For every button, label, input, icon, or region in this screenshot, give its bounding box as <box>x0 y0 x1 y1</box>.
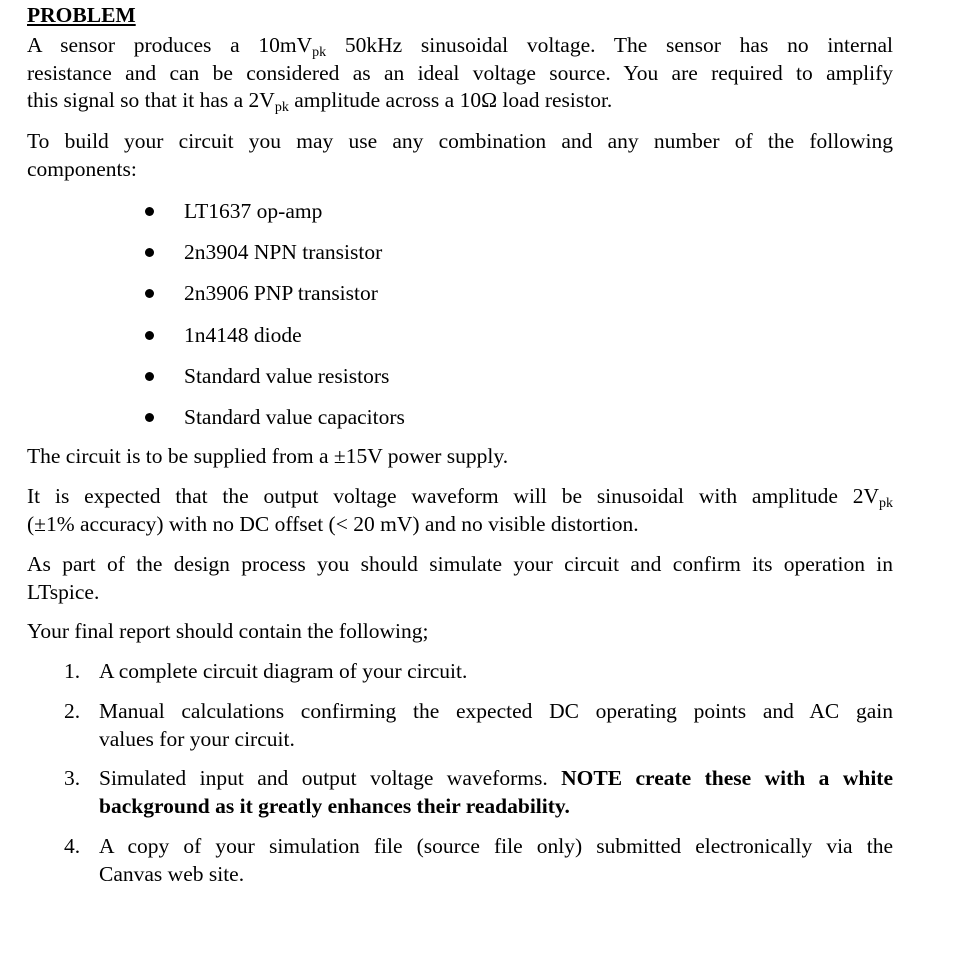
report-item-note-bold: NOTE create these with a white <box>561 766 894 790</box>
power-supply-paragraph <box>27 443 893 471</box>
simulation-line-2: LTspice. <box>27 579 100 604</box>
list-item-body <box>99 765 893 820</box>
output-spec-subscript: pk <box>879 496 893 511</box>
intro-line-1 <box>27 32 893 60</box>
component-label: Standard value capacitors <box>184 405 405 429</box>
bullet-icon <box>145 207 154 216</box>
output-spec-text-1a: It is expected that the output voltage waveform will be sinusoidal with amplitude 2V <box>27 484 879 508</box>
report-intro-line: Your final report should contain the following; <box>27 619 429 643</box>
list-number: 1. <box>64 659 81 683</box>
problem-intro-paragraph <box>27 32 893 115</box>
report-item-line <box>99 793 893 821</box>
bullet-icon <box>145 248 154 257</box>
list-item-body <box>99 698 893 753</box>
intro-line-3 <box>27 87 893 115</box>
component-label: Standard value resistors <box>184 364 390 388</box>
simulation-line-1: As part of the design process you should simulate your circuit and confirm its operation in <box>27 552 893 576</box>
list-number: 3. <box>64 766 81 790</box>
intro-text-1b: 50kHz sinusoidal voltage. The sensor has no internal <box>326 33 893 57</box>
components-intro-line-2: components: <box>27 156 137 181</box>
components-intro-paragraph <box>27 128 893 183</box>
report-intro-paragraph <box>27 618 893 646</box>
intro-subscript-1: pk <box>312 45 327 60</box>
component-label: 2n3906 PNP transistor <box>184 281 378 305</box>
intro-text-1a: A sensor produces a 10mV <box>27 33 313 57</box>
bullet-icon <box>145 372 154 381</box>
intro-line-2: resistance and can be considered as an ideal voltage source. You are required to amplify <box>27 60 893 85</box>
output-spec-paragraph <box>27 483 893 538</box>
intro-subscript-3: pk <box>274 100 289 115</box>
intro-text-3a: this signal so that it has a 2V <box>27 88 275 112</box>
intro-text-3b: amplitude across a 10Ω load resistor. <box>288 88 613 112</box>
report-item-line: A copy of your simulation file (source file only) submitted electronically via the <box>99 834 893 858</box>
output-spec-line-1 <box>27 483 893 511</box>
simulation-paragraph <box>27 551 893 606</box>
bullet-icon <box>145 413 154 422</box>
report-item-text: Simulated input and output voltage waveforms. <box>99 766 562 790</box>
power-supply-line: The circuit is to be supplied from a ±15V power supply. <box>27 444 509 468</box>
report-item-line: A complete circuit diagram of your circuit. <box>99 659 468 683</box>
report-item-note-bold: background as it greatly enhances their readability. <box>99 793 570 818</box>
report-item-line: Manual calculations confirming the expected DC operating points and AC gain <box>99 699 893 723</box>
component-label: 2n3904 NPN transistor <box>184 240 383 264</box>
report-item-line <box>99 765 893 793</box>
bullet-icon <box>145 289 154 298</box>
list-number: 2. <box>64 699 81 723</box>
report-item-line: Canvas web site. <box>99 861 245 886</box>
component-label: 1n4148 diode <box>184 323 302 347</box>
component-label: LT1637 op-amp <box>184 199 323 223</box>
report-item-line: values for your circuit. <box>99 726 295 751</box>
list-item-body <box>99 833 893 888</box>
page-title: PROBLEM <box>27 3 136 27</box>
list-number: 4. <box>64 834 81 858</box>
output-spec-line-2: (±1% accuracy) with no DC offset (< 20 mV) and no visible distortion. <box>27 511 639 536</box>
components-intro-line-1: To build your circuit you may use any combination and any number of the following <box>27 129 893 153</box>
bullet-icon <box>145 331 154 340</box>
list-item-body <box>99 658 893 686</box>
